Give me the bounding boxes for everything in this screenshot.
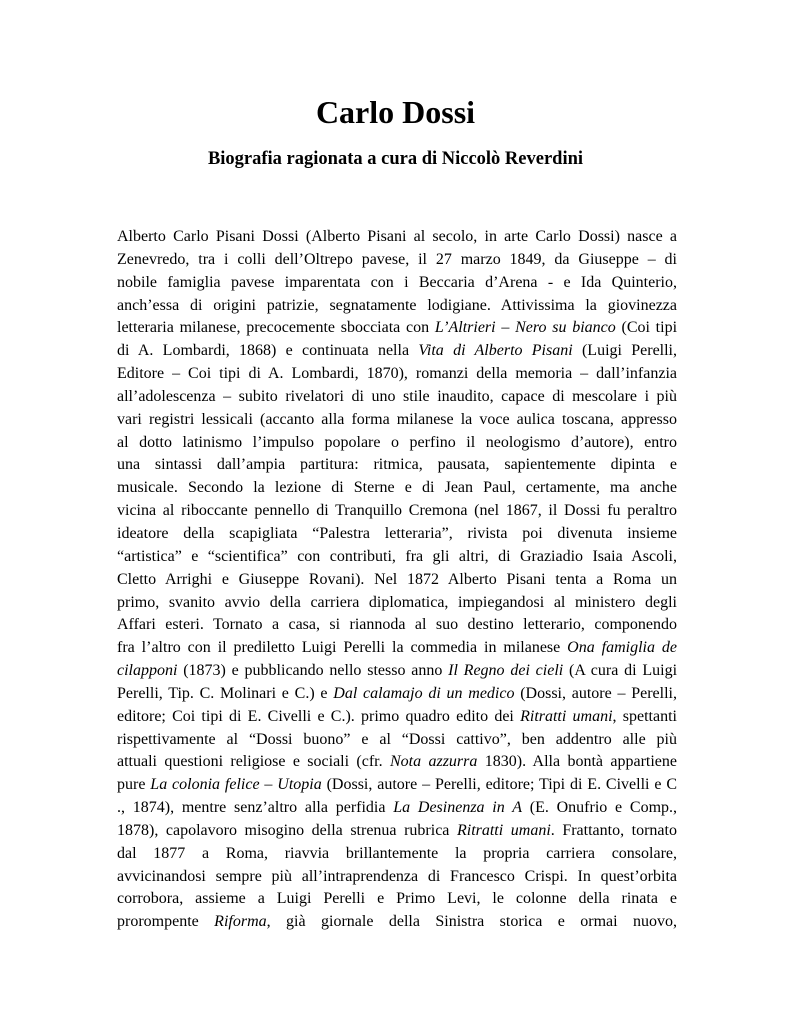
italic-title: Nota azzurra — [390, 753, 478, 771]
text-run: avvicinandosi sempre più all’intraprendenza di Francesco Crispi. In quest’orbita — [117, 867, 677, 885]
text-run: Alberto Carlo Pisani Dossi (Alberto Pisani al secolo, in arte Carlo Dossi) nasce a — [117, 228, 677, 245]
text-line — [117, 637, 677, 660]
text-run: Affari esteri. Tornato a casa, si riannoda al suo destino letterario, componendo — [117, 616, 677, 634]
text-line — [117, 500, 677, 523]
italic-title: L’Altrieri – Nero su bianco — [434, 319, 616, 337]
text-line — [117, 454, 677, 477]
text-line — [117, 614, 677, 637]
italic-title: Ritratti umani — [520, 707, 613, 725]
text-run: rispettivamente al “Dossi buono” e al “Dossi cattivo”, ben addentro alle più — [117, 730, 677, 748]
text-run: editore; Coi tipi di E. Civelli e C.). primo quadro edito dei — [117, 707, 521, 725]
text-run: (Dossi, autore – Perelli, editore; Tipi di E. Civelli e C — [321, 776, 677, 794]
italic-title: La colonia felice – Utopia — [150, 776, 322, 794]
text-run: , spettanti — [612, 707, 677, 725]
text-line — [117, 546, 677, 569]
text-run: Perelli, Tip. C. Molinari e C.) e — [117, 684, 334, 702]
body-paragraph — [117, 226, 677, 934]
text-run: “artistica” e “scientifica” con contributi, fra gli altri, di Graziadio Isaia Ascoli, — [117, 547, 677, 565]
text-line — [117, 477, 677, 500]
text-run: ideatore della scapigliata “Palestra letteraria”, rivista poi divenuta insieme — [117, 524, 677, 542]
text-line — [117, 751, 677, 774]
text-run: (A cura di Luigi — [563, 662, 678, 680]
text-run: letteraria milanese, precocemente sbocciata con — [117, 319, 435, 337]
text-run: ., 1874), mentre senz’altro alla perfidia — [117, 799, 394, 817]
italic-title: Vita di Alberto Pisani — [418, 342, 573, 360]
text-run: primo, svanito avvio della carriera diplomatica, impiegandosi al ministero degli — [117, 593, 677, 611]
text-line — [117, 911, 677, 934]
text-run: 1878), capolavoro misogino della strenua rubrica — [117, 821, 457, 839]
italic-title: cilapponi — [117, 662, 178, 680]
text-line — [117, 432, 677, 455]
text-run: nobile famiglia pavese imparentata con i Beccaria d’Arena - e Ida Quinterio, — [117, 273, 677, 291]
text-line — [117, 409, 677, 432]
text-line — [117, 706, 677, 729]
text-line — [117, 523, 677, 546]
text-line — [117, 386, 677, 409]
text-run: attuali questioni religiose e sociali (cfr. — [117, 753, 390, 771]
text-line — [117, 226, 677, 249]
text-run: prorompente — [117, 913, 215, 931]
text-run: (Dossi, autore – Perelli, — [514, 684, 677, 702]
text-line — [117, 820, 677, 843]
text-run: (1873) e pubblicando nello stesso anno — [177, 662, 449, 680]
italic-title: Riforma — [214, 913, 267, 931]
text-line — [117, 729, 677, 752]
text-line — [117, 866, 677, 889]
text-line — [117, 569, 677, 592]
text-run: 1830). Alla bontà appartiene — [477, 753, 678, 771]
text-run: dal 1877 a Roma, riavvia brillantemente la propria carriera consolare, — [117, 844, 677, 862]
text-run: vari registri lessicali (accanto alla forma milanese la voce aulica toscana, appresso — [117, 410, 677, 428]
text-line — [117, 592, 677, 615]
italic-title: Ritratti umani — [456, 821, 551, 839]
text-line — [117, 797, 677, 820]
text-run: , già giornale della Sinistra storica e ormai nuovo, — [266, 913, 677, 931]
text-run: una sintassi dall’ampia partitura: ritmica, pausata, sapientemente dipinta e — [117, 456, 677, 474]
text-line — [117, 660, 677, 683]
text-run: Cletto Arrighi e Giuseppe Rovani). Nel 1872 Alberto Pisani tenta a Roma un — [117, 570, 677, 588]
text-run: (E. Onufrio e Comp., — [522, 799, 678, 817]
text-line — [117, 363, 677, 386]
text-run: fra l’altro con il prediletto Luigi Perelli la commedia in milanese — [117, 639, 568, 657]
text-line — [117, 888, 677, 911]
text-run: vicina al riboccante pennello di Tranquillo Cremona (nel 1867, il Dossi fu peraltro — [117, 502, 677, 520]
text-run: al dotto latinismo l’impulso popolare o perfino il neologismo d’autore), entro — [117, 433, 677, 451]
text-run: anch’essa di origini patrizie, segnatamente lodigiane. Attivissima la giovinezza — [117, 296, 677, 314]
text-line — [117, 683, 677, 706]
text-run: Editore – Coi tipi di A. Lombardi, 1870), romanzi della memoria – dall’infanzia — [117, 365, 677, 383]
text-run: (Coi tipi — [615, 319, 678, 337]
page-subtitle: Biografia ragionata a cura di Niccolò Reverdini — [207, 149, 584, 169]
text-run: pure — [117, 776, 151, 794]
text-run: all’adolescenza – subito rivelatori di uno stile inaudito, capace di mescolare i più — [117, 387, 677, 405]
text-line — [117, 249, 677, 272]
text-line — [117, 272, 677, 295]
italic-title: La Desinenza in A — [393, 799, 522, 817]
text-run: corrobora, assieme a Luigi Perelli e Primo Levi, le colonne della rinata e — [117, 890, 677, 908]
page-title: Carlo Dossi — [315, 94, 476, 130]
text-run: (Luigi Perelli, — [572, 342, 678, 360]
text-run: musicale. Secondo la lezione di Sterne e di Jean Paul, certamente, ma anche — [117, 479, 677, 497]
text-run: . Frattanto, tornato — [550, 821, 677, 839]
text-line — [117, 340, 677, 363]
text-line — [117, 317, 677, 340]
italic-title: Ona famiglia de — [567, 639, 677, 657]
text-line — [117, 295, 677, 318]
text-run: di A. Lombardi, 1868) e continuata nella — [117, 342, 419, 360]
italic-title: Dal calamajo di un medico — [333, 684, 515, 702]
text-line — [117, 774, 677, 797]
italic-title: Il Regno dei cieli — [448, 662, 564, 680]
text-line — [117, 843, 677, 866]
text-run: Zenevredo, tra i colli dell’Oltrepo pavese, il 27 marzo 1849, da Giuseppe – di — [117, 250, 677, 268]
